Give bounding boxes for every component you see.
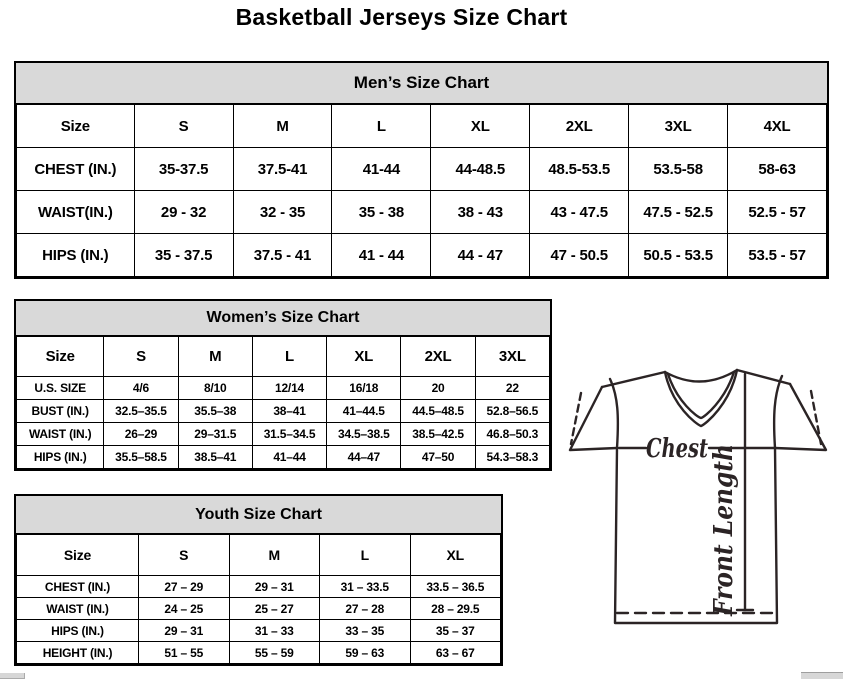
jersey-measurement-diagram [556, 360, 843, 656]
scrollbar-fragment-left[interactable] [0, 673, 25, 679]
table-cell: 41-44 [332, 148, 431, 191]
table-cell: 44–47 [327, 446, 401, 469]
table-cell: 31 – 33 [229, 620, 320, 642]
table-row [17, 400, 550, 423]
table-cell: 20 [401, 377, 475, 400]
table-row [17, 620, 501, 642]
row-label: U.S. SIZE [17, 377, 104, 400]
page-title: Basketball Jerseys Size Chart [235, 4, 568, 30]
column-header: XL [410, 535, 501, 576]
table-cell: 35 - 38 [332, 191, 431, 234]
table-row [17, 148, 827, 191]
table-cell: 59 – 63 [320, 642, 411, 664]
jersey-left-seam [610, 379, 618, 448]
mens-size-table [16, 104, 827, 277]
column-header: L [332, 105, 431, 148]
table-row [17, 191, 827, 234]
table-row [17, 576, 501, 598]
column-header: 3XL [629, 105, 728, 148]
size-column-header: Size [17, 535, 139, 576]
table-cell: 37.5 - 41 [233, 234, 332, 277]
table-cell: 55 – 59 [229, 642, 320, 664]
table-cell: 37.5-41 [233, 148, 332, 191]
table-cell: 51 – 55 [139, 642, 230, 664]
row-label: WAIST (IN.) [17, 423, 104, 446]
table-cell: 63 – 67 [410, 642, 501, 664]
table-cell: 48.5-53.5 [530, 148, 629, 191]
row-label: HIPS (IN.) [17, 234, 135, 277]
table-cell: 29 - 32 [134, 191, 233, 234]
scrollbar-fragment-right[interactable] [801, 672, 843, 679]
column-header: M [178, 337, 252, 377]
column-header-row [17, 105, 827, 148]
size-column-header: Size [17, 105, 135, 148]
column-header: 2XL [401, 337, 475, 377]
table-cell: 46.8–50.3 [475, 423, 549, 446]
table-cell: 47.5 - 52.5 [629, 191, 728, 234]
table-cell: 29 – 31 [139, 620, 230, 642]
column-header: S [104, 337, 178, 377]
table-cell: 27 – 29 [139, 576, 230, 598]
table-cell: 41 - 44 [332, 234, 431, 277]
jersey-collar-back [665, 370, 737, 382]
table-cell: 35 - 37.5 [134, 234, 233, 277]
table-cell: 26–29 [104, 423, 178, 446]
table-cell: 47 - 50.5 [530, 234, 629, 277]
table-cell: 41–44.5 [327, 400, 401, 423]
table-cell: 38 - 43 [431, 191, 530, 234]
table-cell: 25 – 27 [229, 598, 320, 620]
table-cell: 12/14 [252, 377, 326, 400]
table-cell: 24 – 25 [139, 598, 230, 620]
row-label: WAIST (IN.) [17, 598, 139, 620]
table-row [17, 377, 550, 400]
youth-size-chart [14, 494, 503, 666]
jersey-right-seam [774, 376, 782, 448]
table-cell: 38.5–41 [178, 446, 252, 469]
table-cell: 31.5–34.5 [252, 423, 326, 446]
table-cell: 29 – 31 [229, 576, 320, 598]
table-row [17, 446, 550, 469]
column-header: XL [327, 337, 401, 377]
mens-size-chart [14, 61, 829, 279]
table-cell: 29–31.5 [178, 423, 252, 446]
table-cell: 32 - 35 [233, 191, 332, 234]
table-cell: 8/10 [178, 377, 252, 400]
table-cell: 27 – 28 [320, 598, 411, 620]
table-cell: 41–44 [252, 446, 326, 469]
table-cell: 52.8–56.5 [475, 400, 549, 423]
table-cell: 22 [475, 377, 549, 400]
row-label: HIPS (IN.) [17, 446, 104, 469]
table-cell: 52.5 - 57 [728, 191, 827, 234]
row-label: HEIGHT (IN.) [17, 642, 139, 664]
table-row [17, 423, 550, 446]
womens-size-chart [14, 299, 552, 471]
table-cell: 33 – 35 [320, 620, 411, 642]
table-cell: 35-37.5 [134, 148, 233, 191]
mens-chart-title: Men’s Size Chart [16, 63, 827, 104]
row-label: CHEST (IN.) [17, 576, 139, 598]
column-header: 3XL [475, 337, 549, 377]
row-label: WAIST(IN.) [17, 191, 135, 234]
youth-chart-title: Youth Size Chart [16, 496, 501, 534]
table-cell: 50.5 - 53.5 [629, 234, 728, 277]
table-cell: 44-48.5 [431, 148, 530, 191]
table-cell: 53.5 - 57 [728, 234, 827, 277]
table-cell: 47–50 [401, 446, 475, 469]
front-length-label: Front Length [709, 424, 739, 616]
row-label: CHEST (IN.) [17, 148, 135, 191]
column-header: L [252, 337, 326, 377]
table-row [17, 234, 827, 277]
column-header: M [229, 535, 320, 576]
table-cell: 44 - 47 [431, 234, 530, 277]
table-cell: 31 – 33.5 [320, 576, 411, 598]
jersey-body [615, 448, 777, 623]
column-header: L [320, 535, 411, 576]
column-header-row [17, 535, 501, 576]
column-header: M [233, 105, 332, 148]
womens-chart-title: Women’s Size Chart [16, 301, 550, 336]
column-header: XL [431, 105, 530, 148]
chest-label: Chest [646, 434, 708, 464]
table-cell: 43 - 47.5 [530, 191, 629, 234]
table-cell: 28 – 29.5 [410, 598, 501, 620]
column-header: 2XL [530, 105, 629, 148]
table-cell: 4/6 [104, 377, 178, 400]
table-cell: 54.3–58.3 [475, 446, 549, 469]
table-cell: 38.5–42.5 [401, 423, 475, 446]
table-row [17, 598, 501, 620]
table-cell: 35 – 37 [410, 620, 501, 642]
table-cell: 34.5–38.5 [327, 423, 401, 446]
column-header: S [134, 105, 233, 148]
table-cell: 35.5–58.5 [104, 446, 178, 469]
table-cell: 53.5-58 [629, 148, 728, 191]
table-cell: 33.5 – 36.5 [410, 576, 501, 598]
table-row [17, 642, 501, 664]
row-label: BUST (IN.) [17, 400, 104, 423]
womens-size-table [16, 336, 550, 469]
table-cell: 35.5–38 [178, 400, 252, 423]
table-cell: 38–41 [252, 400, 326, 423]
size-column-header: Size [17, 337, 104, 377]
table-cell: 32.5–35.5 [104, 400, 178, 423]
column-header: 4XL [728, 105, 827, 148]
column-header: S [139, 535, 230, 576]
row-label: HIPS (IN.) [17, 620, 139, 642]
youth-size-table [16, 534, 501, 664]
jersey-right-sleeve [775, 384, 826, 450]
table-cell: 58-63 [728, 148, 827, 191]
table-cell: 16/18 [327, 377, 401, 400]
table-cell: 44.5–48.5 [401, 400, 475, 423]
column-header-row [17, 337, 550, 377]
